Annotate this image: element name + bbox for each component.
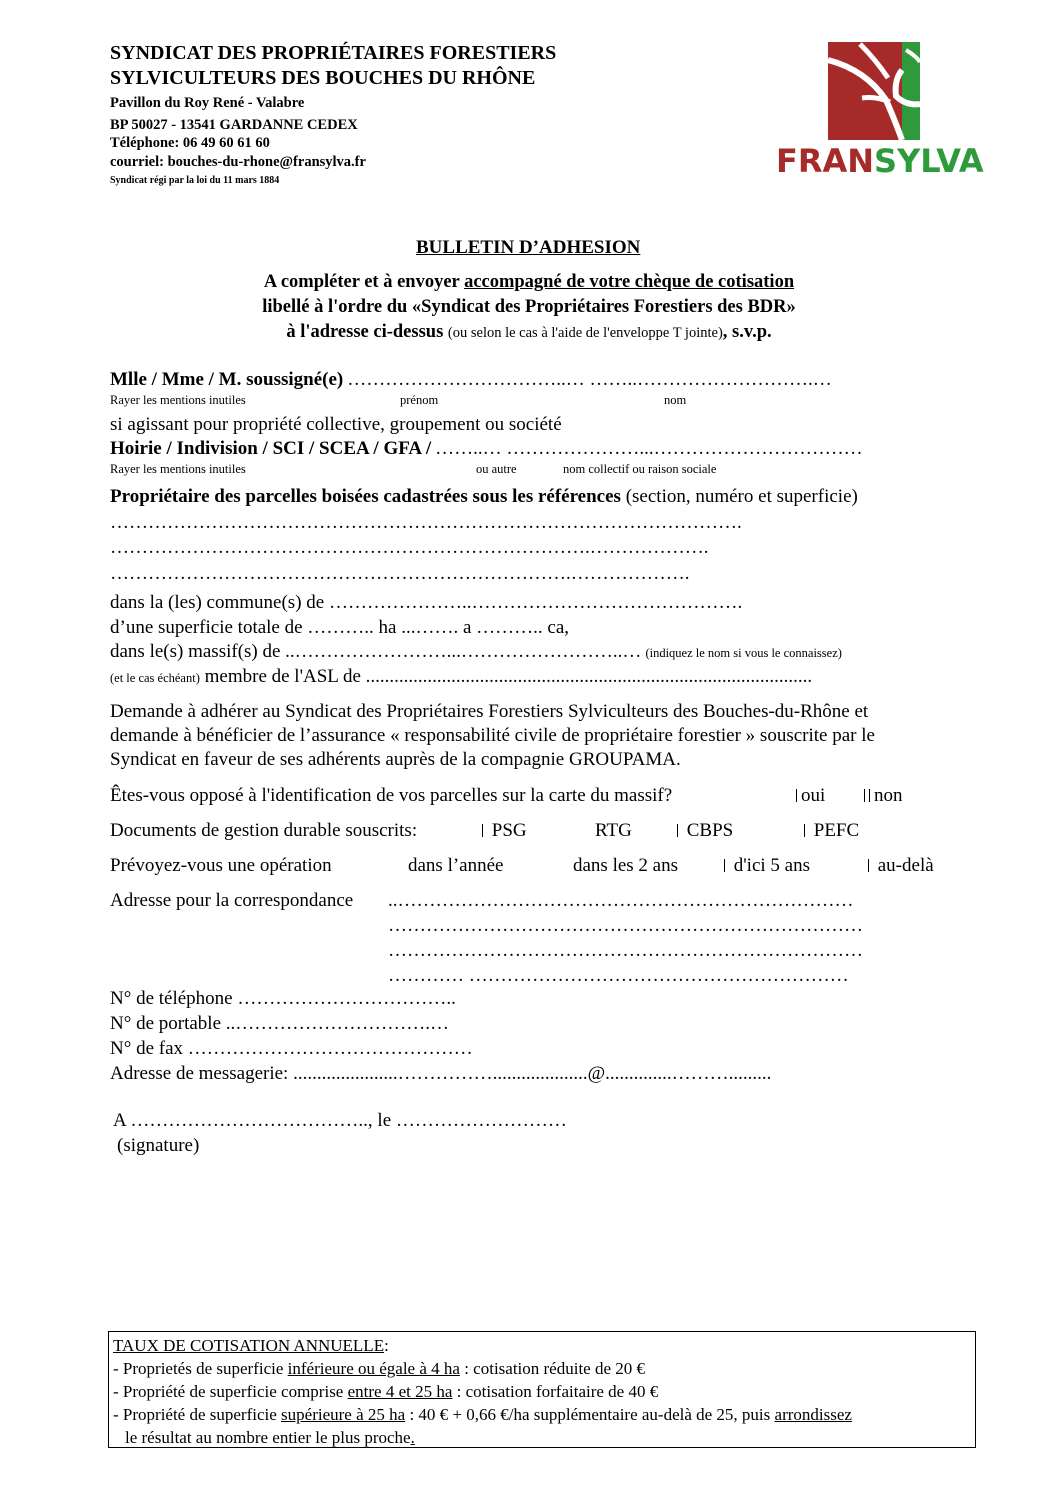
- oppose-question: Êtes-vous opposé à l'identification de vos parcelles sur la carte du massif?: [110, 785, 673, 806]
- rates-l3-d: arrondissez: [774, 1405, 852, 1424]
- docs-option-psg[interactable]: [478, 820, 527, 842]
- docs-rtg-label: RTG: [595, 820, 632, 841]
- rates-line-3: [113, 1403, 975, 1426]
- rates-l1-c: : cotisation réduite de 20 €: [459, 1359, 646, 1378]
- email-field[interactable]: Adresse de messagerie: ......................……………....................@..............……….........: [110, 1063, 772, 1084]
- name-sub-nom: nom: [664, 393, 687, 407]
- parcels-heading: [110, 486, 858, 508]
- fransylva-logo: [776, 40, 984, 185]
- parcels-field-2[interactable]: ………………………………………………………………….……………….: [110, 537, 709, 558]
- rates-title-colon: :: [384, 1336, 389, 1355]
- docs-question: Documents de gestion durable souscrits:: [110, 820, 418, 841]
- parcels-heading-normal: (section, numéro et superficie): [620, 486, 858, 507]
- oppose-non-label: non: [874, 785, 903, 806]
- rates-l3-b: supérieure à 25 ha: [281, 1405, 406, 1424]
- instruction-line3-b: (ou selon le cas à l'aide de l'enveloppe T jointe): [447, 325, 723, 341]
- logo-wordmark: [776, 142, 984, 180]
- rates-box: [108, 1331, 976, 1448]
- docs-option-pefc[interactable]: [800, 820, 859, 842]
- checkbox-icon: [724, 859, 725, 872]
- place-date-field[interactable]: A ……………………………….., le ………………………: [113, 1110, 567, 1131]
- org-email: courriel: bouches-du-rhone@fransylva.fr: [110, 154, 366, 170]
- docs-option-rtg[interactable]: [595, 820, 632, 842]
- rates-l3-a: - Propriété de superficie: [113, 1405, 282, 1424]
- addr-field-1[interactable]: ..………………………………………………………………: [388, 890, 854, 911]
- rates-line-4: [113, 1426, 975, 1449]
- docs-cbps-label: CBPS: [686, 820, 734, 841]
- operation-annee-label: dans l’année: [408, 855, 504, 876]
- rates-l1-b: inférieure ou égale à 4 ha: [287, 1359, 460, 1378]
- rates-line-1: [113, 1357, 975, 1380]
- instruction-line3-c: , s.v.p.: [722, 322, 772, 342]
- operation-option-2ans[interactable]: [573, 855, 678, 877]
- asl-note: (et le cas échéant): [110, 671, 200, 685]
- checkbox-icon: [868, 859, 869, 872]
- addr-field-2[interactable]: …………………………………………………………………: [388, 915, 863, 936]
- rates-l4-a: le résultat au nombre entier le plus proche: [125, 1428, 411, 1447]
- demande-line-3: Syndicat en faveur de ses adhérents auprès de la compagnie GROUPAMA.: [110, 749, 681, 770]
- fax-field[interactable]: N° de fax ………………………………………: [110, 1038, 473, 1059]
- operation-question: Prévoyez-vous une opération: [110, 855, 332, 876]
- collective-text: si agissant pour propriété collective, groupement ou société: [110, 414, 562, 435]
- addr-field-3[interactable]: …………………………………………………………………: [388, 940, 863, 961]
- entity-sub-nom: nom collectif ou raison sociale: [563, 462, 717, 476]
- oppose-option-oui[interactable]: [792, 785, 825, 807]
- checkbox-icon: [864, 789, 865, 802]
- massif-row: [110, 641, 842, 663]
- operation-option-audela[interactable]: [864, 855, 934, 877]
- operation-option-annee[interactable]: [408, 855, 503, 877]
- commune-field[interactable]: dans la (les) commune(s) de …………………..…………………………………….: [110, 592, 743, 613]
- form-title: BULLETIN D’ADHESION: [416, 237, 641, 258]
- parcels-field-1[interactable]: ……………………………………………………………………………………….: [110, 512, 742, 533]
- demande-paragraph: [110, 700, 875, 772]
- rates-line-2: [113, 1380, 975, 1403]
- instruction-line3-a: à l'adresse ci-dessus: [286, 322, 448, 342]
- rates-title-row: [113, 1334, 975, 1357]
- org-name-line1: SYNDICAT DES PROPRIÉTAIRES FORESTIERS: [110, 42, 557, 64]
- docs-psg-label: PSG: [491, 820, 527, 841]
- rates-l4-b: .: [410, 1428, 415, 1447]
- docs-pefc-label: PEFC: [813, 820, 860, 841]
- org-phone: Téléphone: 06 49 60 61 60: [110, 135, 270, 151]
- logo-word-fran: FRAN: [776, 142, 875, 180]
- entity-label: Hoirie / Indivision / SCI / SCEA / GFA /: [110, 438, 432, 459]
- asl-row: [110, 666, 812, 688]
- entity-row: [110, 438, 863, 460]
- operation-5ans-label: d'ici 5 ans: [733, 855, 810, 876]
- checkbox-icon: [869, 789, 870, 802]
- parcels-heading-bold: Propriétaire des parcelles boisées cadastrées sous les références: [110, 486, 621, 507]
- org-address2: BP 50027 - 13541 GARDANNE CEDEX: [110, 117, 358, 133]
- superficie-field[interactable]: d’une superficie totale de ……….. ha ...……. a ……….. ca,: [110, 617, 570, 638]
- checkbox-icon: [482, 824, 483, 837]
- addr-label: Adresse pour la correspondance: [110, 890, 354, 911]
- checkbox-icon: [677, 824, 678, 837]
- instruction-line3: [0, 322, 1058, 343]
- massif-field[interactable]: dans le(s) massif(s) de ..……………………...……………………..…: [110, 641, 642, 662]
- operation-audela-label: au-delà: [877, 855, 934, 876]
- rates-l2-b: entre 4 et 25 ha: [347, 1382, 453, 1401]
- instruction-line1-b: accompagné de votre chèque de cotisation: [464, 272, 795, 292]
- oppose-oui-label: oui: [801, 785, 826, 806]
- instruction-line1: [0, 272, 1058, 293]
- rates-title: TAUX DE COTISATION ANNUELLE: [113, 1336, 385, 1355]
- rates-l3-c: : 40 € + 0,66 €/ha supplémentaire au-delà de 25, puis: [405, 1405, 775, 1424]
- entity-field[interactable]: ……..… …………………...……………………………: [435, 438, 863, 459]
- org-legal: Syndicat régi par la loi du 11 mars 1884: [110, 175, 280, 186]
- demande-line-2: demande à bénéficier de l’assurance « responsabilité civile de propriétaire forestier » souscrite par le: [110, 725, 875, 746]
- org-name-line2: SYLVICULTEURS DES BOUCHES DU RHÔNE: [110, 67, 536, 89]
- demande-line-1: Demande à adhérer au Syndicat des Propriétaires Forestiers Sylviculteurs des Bouches-du-Rhône et: [110, 701, 869, 722]
- addr-field-4[interactable]: ………… ……………………………………………………: [388, 965, 849, 986]
- mobile-field[interactable]: N° de portable ..………………………….…: [110, 1013, 450, 1034]
- parcels-field-3[interactable]: ……………………………………………………………….……………….: [110, 563, 690, 584]
- entity-sub-rayer: Rayer les mentions inutiles: [110, 462, 246, 476]
- name-sub-prenom: prénom: [400, 393, 439, 407]
- instruction-line1-a: A compléter et à envoyer: [263, 272, 465, 292]
- tel-field[interactable]: N° de téléphone ……………………………..: [110, 988, 456, 1009]
- checkbox-icon: [796, 789, 797, 802]
- rates-l1-a: - Proprietés de superficie: [113, 1359, 288, 1378]
- name-field[interactable]: ……………………………..… ……..……………………….…: [347, 369, 832, 390]
- name-label: Mlle / Mme / M. soussigné(e): [110, 369, 344, 390]
- logo-word-sylva: SYLVA: [874, 142, 984, 180]
- instruction-line2: libellé à l'ordre du «Syndicat des Propriétaires Forestiers des BDR»: [262, 297, 796, 317]
- name-row: [110, 369, 832, 391]
- massif-note: (indiquez le nom si vous le connaissez): [645, 646, 842, 660]
- org-address1: Pavillon du Roy René - Valabre: [110, 95, 305, 111]
- operation-2ans-label: dans les 2 ans: [573, 855, 679, 876]
- checkbox-icon: [804, 824, 805, 837]
- name-sub-rayer: Rayer les mentions inutiles: [110, 393, 246, 407]
- rates-l2-a: - Propriété de superficie comprise: [113, 1382, 348, 1401]
- operation-option-5ans[interactable]: [720, 855, 810, 877]
- oppose-option-non[interactable]: [860, 785, 903, 807]
- entity-sub-autre: ou autre: [476, 462, 517, 476]
- rates-l2-c: : cotisation forfaitaire de 40 €: [452, 1382, 659, 1401]
- docs-option-cbps[interactable]: [673, 820, 733, 842]
- asl-field[interactable]: membre de l'ASL de ..............................................................................................: [199, 666, 813, 687]
- signature-label: (signature): [117, 1135, 200, 1156]
